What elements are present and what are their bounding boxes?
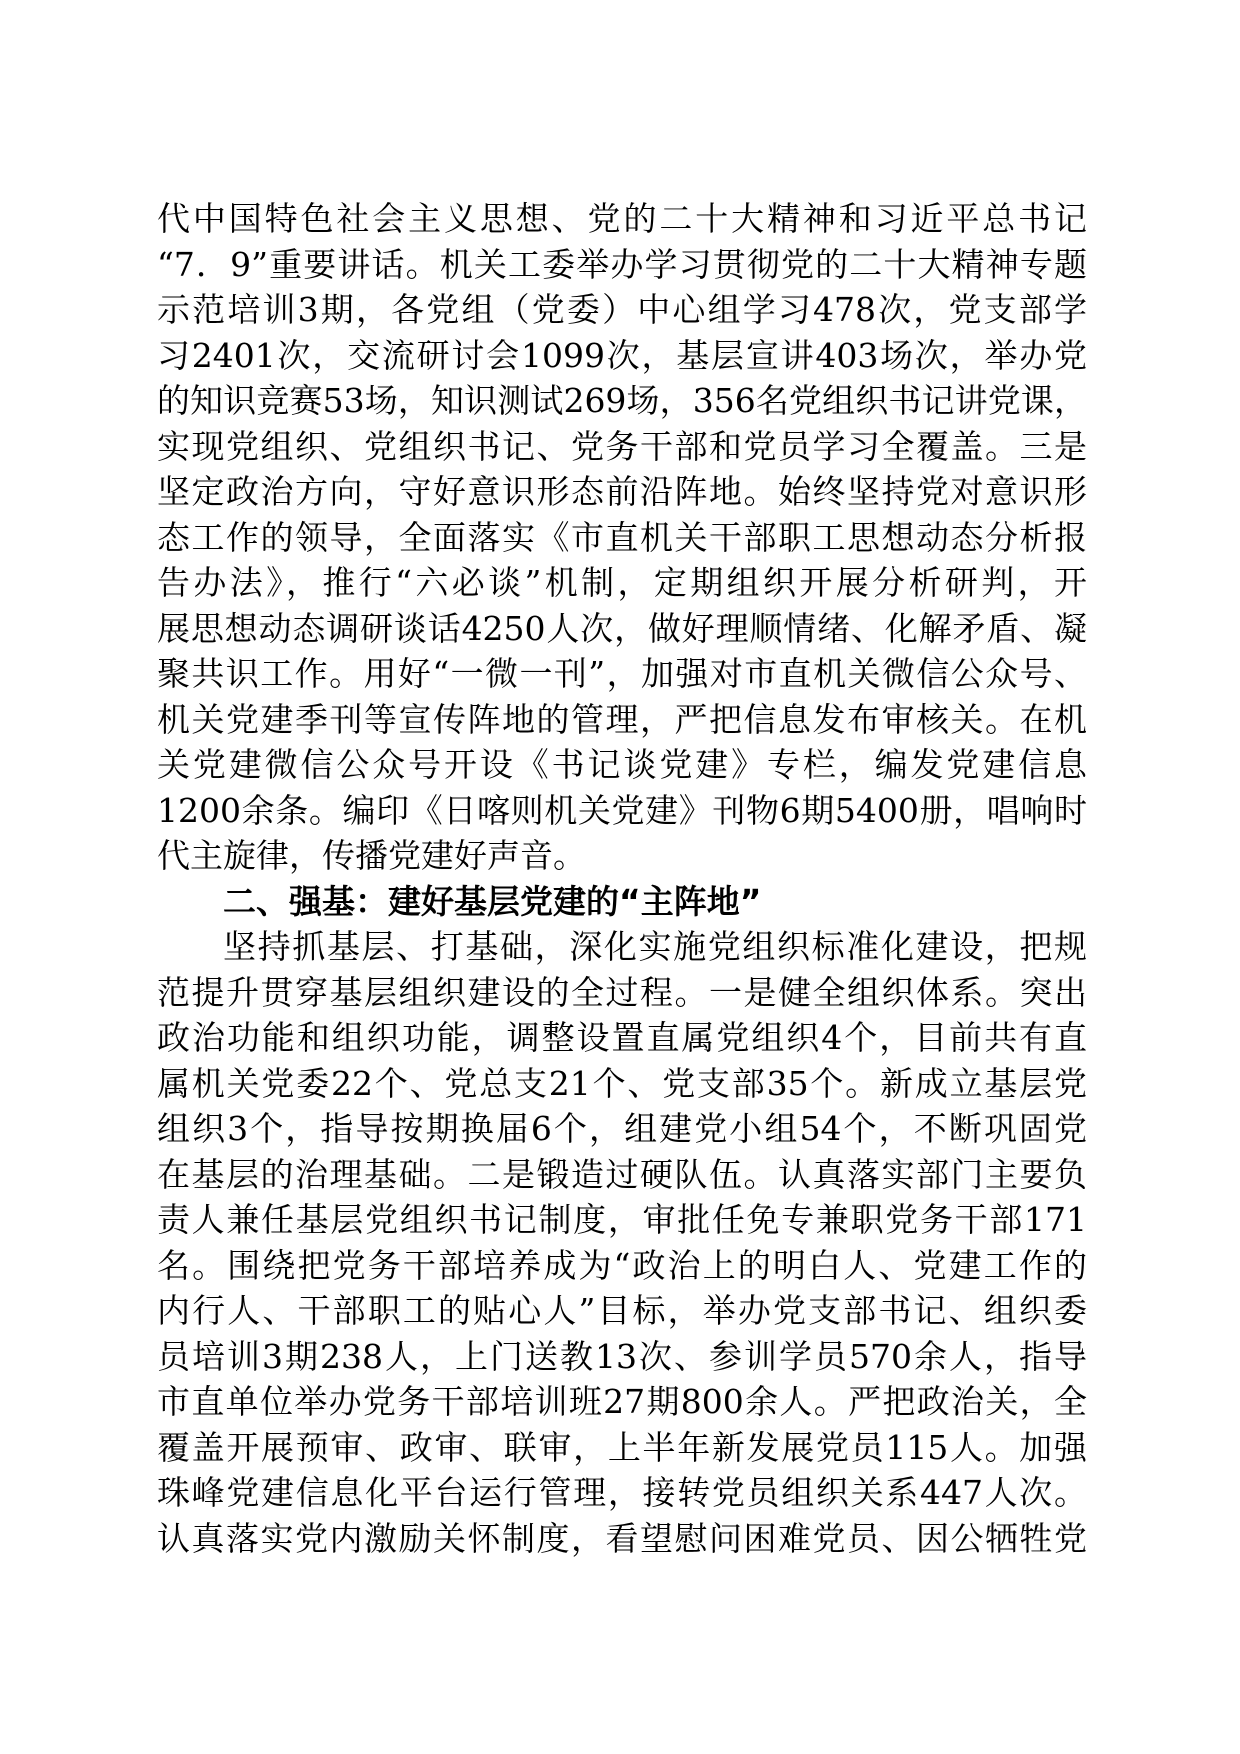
paragraph-2-line: 覆盖开展预审、政审、联审，上半年新发展党员115人。加强 [157,1427,1087,1467]
paragraph-1-line: 态工作的领导，全面落实《市直机关干部职工思想动态分析报 [157,517,1087,557]
paragraph-2-line: 认真落实党内激励关怀制度，看望慰问困难党员、因公牺牲党 [157,1518,1087,1558]
paragraph-2-line: 内行人、干部职工的贴心人”目标，举办党支部书记、组织委 [157,1291,1087,1330]
paragraph-2-line: 珠峰党建信息化平台运行管理，接转党员组织关系447人次。 [157,1473,1087,1512]
paragraph-2-line: 市直单位举办党务干部培训班27期800余人。严把政治关，全 [157,1382,1087,1421]
paragraph-1-line: 告办法》，推行“六必谈”机制，定期组织开展分析研判，开 [157,563,1087,602]
paragraph-2 [157,924,1087,1561]
paragraph-1 [157,196,1087,879]
paragraph-1-line: 习2401次，交流研讨会1099次，基层宣讲403场次，举办党 [157,335,1087,375]
paragraph-2-line: 组织3个，指导按期换届6个，组建党小组54个，不断巩固党 [157,1109,1087,1148]
document-body [157,196,1087,1561]
section-heading: 二、强基：建好基层党建的“主阵地” [223,881,762,921]
paragraph-2-line: 名。围绕把党务干部培养成为“政治上的明白人、党建工作的 [157,1245,1087,1285]
paragraph-1-line: 坚定政治方向，守好意识形态前沿阵地。始终坚持党对意识形 [157,472,1087,511]
paragraph-1-line: “7．9”重要讲话。机关工委举办学习贯彻党的二十大精神专题 [157,244,1087,284]
paragraph-1-line: 代主旋律，传播党建好声音。 [157,836,586,875]
paragraph-1-line: 示范培训3期，各党组（党委）中心组学习478次，党支部学 [157,290,1087,329]
paragraph-2-line: 在基层的治理基础。二是锻造过硬队伍。认真落实部门主要负 [157,1154,1087,1194]
paragraph-1-line: 关党建微信公众号开设《书记谈党建》专栏，编发党建信息 [157,745,1087,784]
paragraph-2-line: 责人兼任基层党组织书记制度，审批任免专兼职党务干部171 [157,1200,1087,1239]
paragraph-1-line: 的知识竞赛53场，知识测试269场，356名党组织书记讲党课， [157,381,1087,420]
paragraph-1-line: 代中国特色社会主义思想、党的二十大精神和习近平总书记 [157,199,1087,238]
paragraph-2-line: 坚持抓基层、打基础，深化实施党组织标准化建设，把规 [223,927,1087,966]
paragraph-2-line: 员培训3期238人，上门送教13次、参训学员570余人，指导 [157,1336,1087,1376]
paragraph-1-line: 聚共识工作。用好“一微一刊”，加强对市直机关微信公众号、 [157,654,1087,693]
paragraph-1-line: 实现党组织、党组织书记、党务干部和党员学习全覆盖。三是 [157,426,1087,466]
paragraph-2-line: 属机关党委22个、党总支21个、党支部35个。新成立基层党 [157,1063,1087,1103]
paragraph-1-line: 1200余条。编印《日喀则机关党建》刊物6期5400册，唱响时 [157,790,1087,830]
paragraph-1-line: 展思想动态调研谈话4250人次，做好理顺情绪、化解矛盾、凝 [157,608,1087,648]
paragraph-1-line: 机关党建季刊等宣传阵地的管理，严把信息发布审核关。在机 [157,699,1087,739]
paragraph-2-line: 政治功能和组织功能，调整设置直属党组织4个，目前共有直 [157,1018,1087,1057]
paragraph-2-line: 范提升贯穿基层组织建设的全过程。一是健全组织体系。突出 [157,972,1087,1012]
